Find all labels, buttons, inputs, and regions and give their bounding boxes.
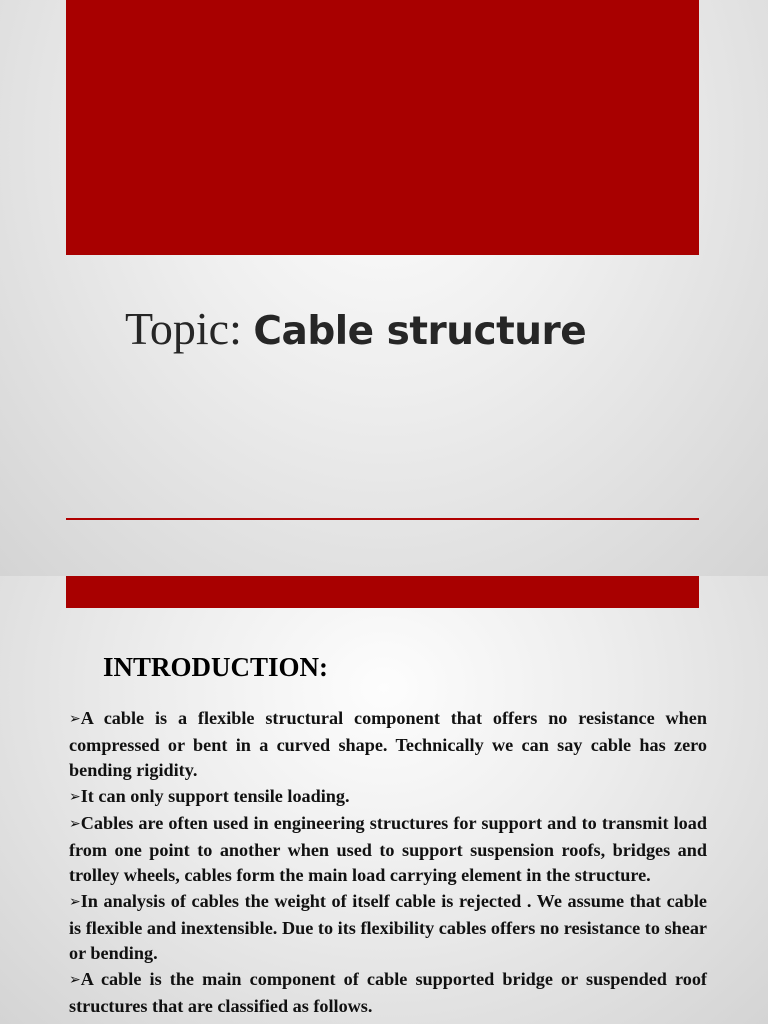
arrow-bullet-icon: ➢ [69, 815, 81, 832]
header-banner [66, 576, 699, 608]
divider-line [66, 518, 699, 520]
arrow-bullet-icon: ➢ [69, 789, 81, 806]
paragraph [69, 784, 707, 811]
body-text [69, 706, 707, 1019]
paragraph-text: In analysis of cables the weight of itself cable is rejected . We assume that cable is flexible and inextensible. Due to its flexibility cables offers no resistance to shear or bending. [69, 890, 707, 964]
paragraph [69, 889, 707, 967]
paragraph [69, 967, 707, 1019]
introduction-slide [0, 576, 768, 1024]
arrow-bullet-icon: ➢ [69, 972, 81, 989]
paragraph-text: It can only support tensile loading. [80, 786, 350, 807]
paragraph [69, 706, 707, 784]
arrow-bullet-icon: ➢ [69, 893, 81, 910]
paragraph-text: Cables are often used in engineering structures for support and to transmit load from one point to another when used to support suspension roofs, bridges and trolley wheels, cables form the main load carrying element in the structure. [69, 812, 707, 886]
section-heading: INTRODUCTION: [103, 652, 329, 682]
arrow-bullet-icon: ➢ [69, 711, 81, 727]
slide-title [125, 298, 586, 364]
paragraph-text: A cable is a flexible structural component that offers no resistance when compressed or bent in a curved shape. Technically we can say cable has zero bending rigidity. [69, 708, 707, 781]
title-prefix: Topic: [125, 303, 254, 354]
title-main: Cable structure [253, 309, 587, 354]
title-banner [66, 0, 699, 255]
paragraph-text: A cable is the main component of cable supported bridge or suspended roof structures that are classified as follows. [69, 969, 707, 1016]
paragraph [69, 811, 707, 889]
